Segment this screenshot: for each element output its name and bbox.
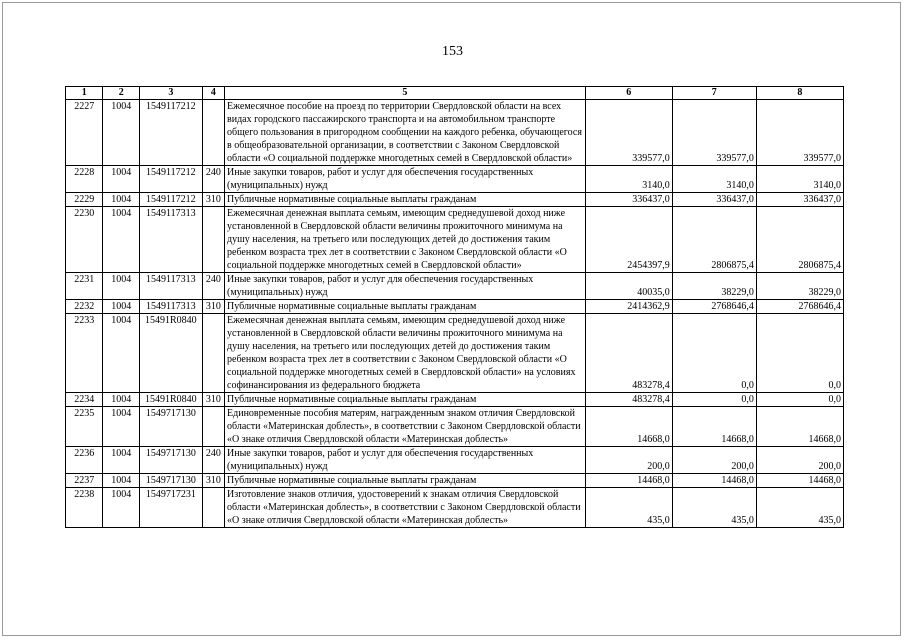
description: Иные закупки товаров, работ и услуг для обеспечения государственных (муниципальных) нужд [225, 273, 586, 300]
amount-col7: 0,0 [672, 314, 756, 393]
section-code: 1004 [103, 393, 139, 407]
amount-col7: 38229,0 [672, 273, 756, 300]
amount-col6: 3140,0 [585, 166, 672, 193]
row-number: 2235 [66, 407, 103, 447]
amount-col8: 2768646,4 [756, 300, 843, 314]
amount-col7: 3140,0 [672, 166, 756, 193]
table-row [66, 447, 844, 474]
row-number: 2234 [66, 393, 103, 407]
section-code: 1004 [103, 273, 139, 300]
target-code: 1549717231 [139, 488, 202, 528]
amount-col8: 3140,0 [756, 166, 843, 193]
expense-type: 240 [202, 273, 224, 300]
target-code: 1549117212 [139, 100, 202, 166]
amount-col7: 336437,0 [672, 193, 756, 207]
amount-col7: 14668,0 [672, 407, 756, 447]
table-row [66, 300, 844, 314]
table-row [66, 100, 844, 166]
description: Публичные нормативные социальные выплаты гражданам [225, 193, 586, 207]
section-code: 1004 [103, 314, 139, 393]
row-number: 2227 [66, 100, 103, 166]
expense-type [202, 100, 224, 166]
expense-type: 310 [202, 300, 224, 314]
row-number: 2233 [66, 314, 103, 393]
row-number: 2232 [66, 300, 103, 314]
row-number: 2230 [66, 207, 103, 273]
target-code: 15491R0840 [139, 393, 202, 407]
target-code: 1549717130 [139, 407, 202, 447]
amount-col8: 14668,0 [756, 407, 843, 447]
expense-type [202, 314, 224, 393]
amount-col6: 2414362,9 [585, 300, 672, 314]
amount-col7: 2806875,4 [672, 207, 756, 273]
amount-col7: 0,0 [672, 393, 756, 407]
amount-col8: 2806875,4 [756, 207, 843, 273]
table-row [66, 314, 844, 393]
amount-col6: 2454397,9 [585, 207, 672, 273]
description: Единовременные пособия матерям, награжденным знаком отличия Свердловской области «Материнская доблесть», в соответствии с Законом Свердловской области «О знаке отличия Свердловской области «Материнская доблесть» [225, 407, 586, 447]
row-number: 2228 [66, 166, 103, 193]
column-header: 3 [139, 87, 202, 100]
target-code: 1549117313 [139, 273, 202, 300]
description: Ежемесячная денежная выплата семьям, имеющим среднедушевой доход ниже установленной в Свердловской области величины прожиточного минимума на душу населения, на третьего или последующих детей до достижения таким ребенком возраста трех лет в соответствии с Законом Свердловской области «О социальной поддержке многодетных семей в Свердловской области» [225, 207, 586, 273]
amount-col7: 339577,0 [672, 100, 756, 166]
table-row [66, 207, 844, 273]
amount-col6: 336437,0 [585, 193, 672, 207]
section-code: 1004 [103, 207, 139, 273]
table-row [66, 166, 844, 193]
page-number: 153 [442, 44, 463, 59]
section-code: 1004 [103, 488, 139, 528]
amount-col6: 483278,4 [585, 314, 672, 393]
expense-type: 240 [202, 166, 224, 193]
amount-col8: 0,0 [756, 314, 843, 393]
table-row [66, 407, 844, 447]
table-row [66, 474, 844, 488]
description: Изготовление знаков отличия, удостоверений к знакам отличия Свердловской области «Материнская доблесть», в соответствии с Законом Свердловской области «О знаке отличия Свердловской области «Материнская доблесть» [225, 488, 586, 528]
row-number: 2229 [66, 193, 103, 207]
column-header: 4 [202, 87, 224, 100]
expense-type [202, 207, 224, 273]
target-code: 1549117212 [139, 166, 202, 193]
row-number: 2238 [66, 488, 103, 528]
header-row [66, 87, 844, 100]
description: Публичные нормативные социальные выплаты гражданам [225, 300, 586, 314]
amount-col8: 435,0 [756, 488, 843, 528]
column-header: 8 [756, 87, 843, 100]
column-header: 2 [103, 87, 139, 100]
amount-col6: 483278,4 [585, 393, 672, 407]
description: Публичные нормативные социальные выплаты гражданам [225, 393, 586, 407]
expense-type: 310 [202, 474, 224, 488]
description: Иные закупки товаров, работ и услуг для обеспечения государственных (муниципальных) нужд [225, 447, 586, 474]
amount-col6: 40035,0 [585, 273, 672, 300]
amount-col7: 200,0 [672, 447, 756, 474]
column-header: 1 [66, 87, 103, 100]
expense-type: 240 [202, 447, 224, 474]
section-code: 1004 [103, 447, 139, 474]
amount-col6: 14668,0 [585, 407, 672, 447]
target-code: 1549117313 [139, 207, 202, 273]
expense-type [202, 488, 224, 528]
amount-col8: 339577,0 [756, 100, 843, 166]
expense-type [202, 407, 224, 447]
amount-col8: 0,0 [756, 393, 843, 407]
table-row [66, 393, 844, 407]
section-code: 1004 [103, 300, 139, 314]
amount-col8: 336437,0 [756, 193, 843, 207]
target-code: 1549717130 [139, 447, 202, 474]
section-code: 1004 [103, 166, 139, 193]
amount-col6: 14468,0 [585, 474, 672, 488]
target-code: 15491R0840 [139, 314, 202, 393]
row-number: 2237 [66, 474, 103, 488]
expense-type: 310 [202, 193, 224, 207]
row-number: 2236 [66, 447, 103, 474]
description: Ежемесячное пособие на проезд по территории Свердловской области на всех видах городского пассажирского транспорта и на автомобильном транспорте общего пользования в пригородном сообщении на каждого ребенка, обучающегося в общеобразовательной организации, в соответствии с Законом Свердловской области «О социальной поддержке многодетных семей в Свердловской области» [225, 100, 586, 166]
description: Иные закупки товаров, работ и услуг для обеспечения государственных (муниципальных) нужд [225, 166, 586, 193]
column-header: 6 [585, 87, 672, 100]
column-header: 7 [672, 87, 756, 100]
amount-col7: 2768646,4 [672, 300, 756, 314]
table-row [66, 273, 844, 300]
section-code: 1004 [103, 193, 139, 207]
description: Публичные нормативные социальные выплаты гражданам [225, 474, 586, 488]
expense-type: 310 [202, 393, 224, 407]
table-row [66, 193, 844, 207]
amount-col6: 339577,0 [585, 100, 672, 166]
section-code: 1004 [103, 474, 139, 488]
amount-col7: 14468,0 [672, 474, 756, 488]
row-number: 2231 [66, 273, 103, 300]
column-header: 5 [225, 87, 586, 100]
amount-col8: 14468,0 [756, 474, 843, 488]
section-code: 1004 [103, 100, 139, 166]
amount-col7: 435,0 [672, 488, 756, 528]
amount-col8: 200,0 [756, 447, 843, 474]
budget-table [65, 86, 844, 528]
section-code: 1004 [103, 407, 139, 447]
amount-col8: 38229,0 [756, 273, 843, 300]
target-code: 1549117313 [139, 300, 202, 314]
amount-col6: 435,0 [585, 488, 672, 528]
target-code: 1549717130 [139, 474, 202, 488]
description: Ежемесячная денежная выплата семьям, имеющим среднедушевой доход ниже установленной в Свердловской области величины прожиточного минимума на душу населения, на третьего или последующих детей до достижения таким ребенком возраста трех лет в соответствии с Законом Свердловской области «О социальной поддержке многодетных семей в Свердловской области» на условиях софинансирования из федерального бюджета [225, 314, 586, 393]
amount-col6: 200,0 [585, 447, 672, 474]
target-code: 1549117212 [139, 193, 202, 207]
table-row [66, 488, 844, 528]
